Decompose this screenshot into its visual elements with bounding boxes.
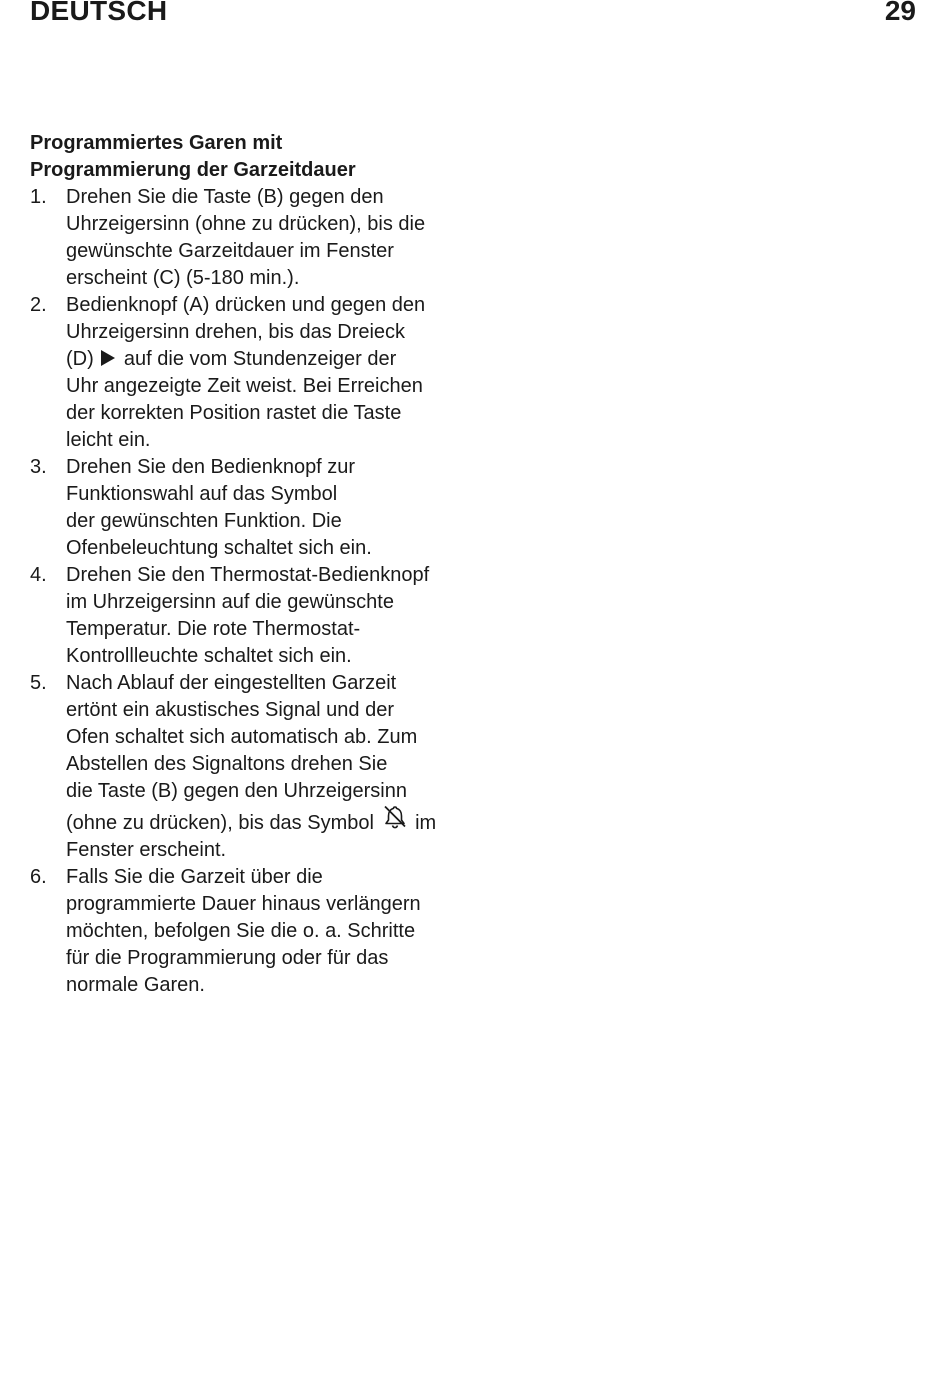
step-text-line: ertönt ein akustisches Signal und der [66, 699, 394, 721]
step-text-line: Kontrollleuchte schaltet sich ein. [66, 645, 352, 667]
step-number: 3. [30, 456, 47, 478]
step-text-line: Funktionswahl auf das Symbol [66, 483, 338, 505]
main-content [30, 130, 470, 999]
step-text-segment: (ohne zu drücken), bis das Symbol [66, 812, 374, 834]
section-title-line: Programmiertes Garen mit [30, 132, 283, 154]
steps-list [30, 184, 470, 999]
step-text-line: Abstellen des Signaltons drehen Sie [66, 753, 388, 775]
step-text-segment: im [415, 812, 437, 834]
step-text-line: der korrekten Position rastet die Taste [66, 402, 402, 424]
list-item [30, 184, 470, 292]
step-text-line: Uhrzeigersinn (ohne zu drücken), bis die [66, 213, 426, 235]
step-text-line: Drehen Sie den Bedienknopf zur [66, 456, 356, 478]
step-text-line: der gewünschten Funktion. Die [66, 510, 342, 532]
step-number: 1. [30, 186, 47, 208]
step-text-line: für die Programmierung oder für das [66, 947, 389, 969]
step-text-segment: auf die vom Stundenzeiger der [123, 348, 397, 370]
page-language-header: DEUTSCH [30, 0, 168, 26]
step-text-line [66, 346, 470, 373]
list-item [30, 670, 470, 864]
step-text-line: im Uhrzeigersinn auf die gewünschte [66, 591, 394, 613]
bell-crossed-icon [382, 805, 408, 829]
step-text-line: Drehen Sie den Thermostat-Bedienknopf [66, 564, 430, 586]
step-text-segment: (D) [66, 348, 94, 370]
step-text-line: erscheint (C) (5-180 min.). [66, 267, 300, 289]
step-text-line: Falls Sie die Garzeit über die [66, 866, 323, 888]
list-item [30, 864, 470, 999]
step-text-line [66, 805, 470, 837]
list-item [30, 562, 470, 670]
step-text-line: die Taste (B) gegen den Uhrzeigersinn [66, 780, 407, 802]
step-text-line: Drehen Sie die Taste (B) gegen den [66, 186, 384, 208]
step-text-line: Ofenbeleuchtung schaltet sich ein. [66, 537, 372, 559]
play-triangle-icon [101, 350, 115, 366]
step-text-line: möchten, befolgen Sie die o. a. Schritte [66, 920, 416, 942]
page-number: 29 [884, 0, 916, 26]
section-title-line: Programmierung der Garzeitdauer [30, 159, 356, 181]
step-number: 6. [30, 866, 47, 888]
step-text-line: leicht ein. [66, 429, 151, 451]
section-title [30, 130, 470, 184]
step-number: 5. [30, 672, 47, 694]
step-text-line: Uhr angezeigte Zeit weist. Bei Erreichen [66, 375, 423, 397]
step-text-line: Ofen schaltet sich automatisch ab. Zum [66, 726, 418, 748]
step-text-line: programmierte Dauer hinaus verlängern [66, 893, 421, 915]
step-text-line: Bedienknopf (A) drücken und gegen den [66, 294, 426, 316]
step-text-line: normale Garen. [66, 974, 205, 996]
step-text-line: Fenster erscheint. [66, 839, 227, 861]
list-item [30, 292, 470, 454]
step-text-line: Uhrzeigersinn drehen, bis das Dreieck [66, 321, 406, 343]
step-text-line: gewünschte Garzeitdauer im Fenster [66, 240, 394, 262]
step-number: 4. [30, 564, 47, 586]
list-item [30, 454, 470, 562]
step-number: 2. [30, 294, 47, 316]
step-text-line: Temperatur. Die rote Thermostat- [66, 618, 361, 640]
step-text-line: Nach Ablauf der eingestellten Garzeit [66, 672, 397, 694]
